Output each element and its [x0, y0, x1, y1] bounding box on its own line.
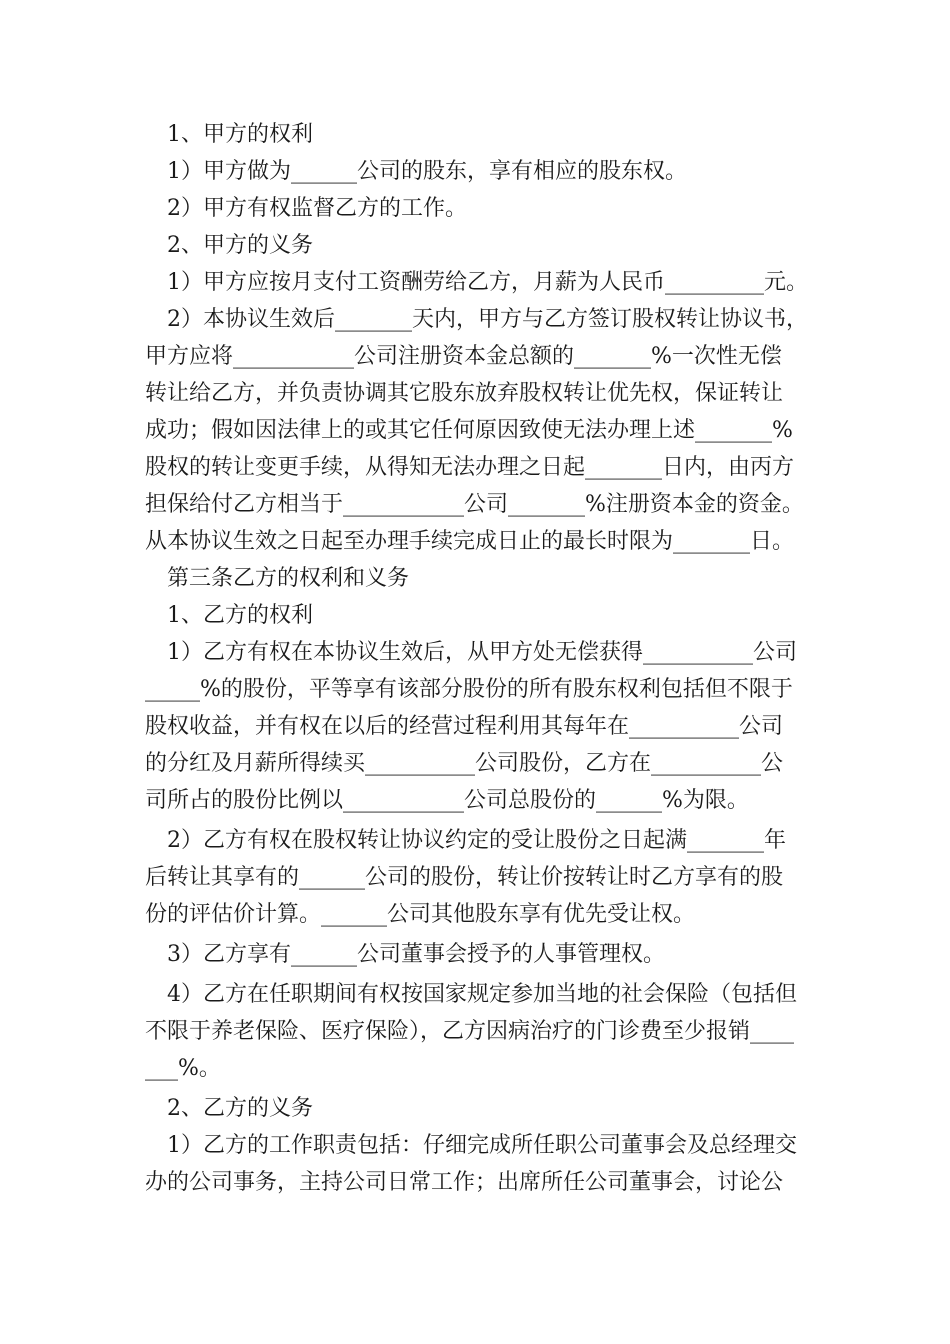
paragraph-line: 股权的转让变更手续，从得知无法办理之日起_______日内，由丙方	[145, 455, 795, 480]
paragraph-line: 转让给乙方，并负责协调其它股东放弃股权转让优先权，保证转让	[145, 381, 784, 406]
paragraph-line: 3）乙方享有______公司董事会授予的人事管理权。	[167, 942, 665, 967]
paragraph-line: 不限于养老保险、医疗保险），乙方因病治疗的门诊费至少报销____	[145, 1019, 795, 1044]
paragraph-line: 司所占的股份比例以___________公司总股份的______%为限。	[145, 788, 749, 813]
paragraph-line: 甲方应将___________公司注册资本金总额的_______%一次性无偿	[145, 344, 782, 369]
heading-party-a-obligations: 2、甲方的义务	[167, 233, 313, 258]
heading-party-a-rights: 1、甲方的权利	[167, 122, 313, 147]
document-page	[145, 116, 810, 1201]
paragraph-line: 从本协议生效之日起至办理手续完成日止的最长时限为_______日。	[145, 529, 795, 554]
paragraph-line: 1）甲方应按月支付工资酬劳给乙方，月薪为人民币_________元。	[167, 270, 808, 295]
paragraph-line: 1）乙方的工作职责包括：仔细完成所任职公司董事会及总经理交	[167, 1133, 797, 1158]
paragraph-line: 2）甲方有权监督乙方的工作。	[167, 196, 467, 221]
paragraph-line: 后转让其享有的______公司的股份，转让价按转让时乙方享有的股	[145, 865, 784, 890]
paragraph-line: ___%。	[145, 1056, 221, 1081]
paragraph-line: 2）本协议生效后_______天内，甲方与乙方签订股权转让协议书，	[167, 307, 808, 332]
paragraph-line: 股权收益，并有权在以后的经营过程利用其每年在__________公司	[145, 714, 784, 739]
paragraph-line: 1）甲方做为______公司的股东，享有相应的股东权。	[167, 159, 687, 184]
heading-party-b-obligations: 2、乙方的义务	[167, 1096, 313, 1121]
paragraph-line: 2）乙方有权在股权转让协议约定的受让股份之日起满_______年	[167, 828, 786, 853]
paragraph-line: 成功；假如因法律上的或其它任何原因致使无法办理上述_______%	[145, 418, 793, 443]
paragraph-line: 份的评估价计算。______公司其他股东享有优先受让权。	[145, 902, 696, 927]
paragraph-line: 的分红及月薪所得续买__________公司股份，乙方在__________公	[145, 751, 784, 776]
paragraph-line: 1）乙方有权在本协议生效后，从甲方处无偿获得__________公司	[167, 640, 797, 665]
paragraph-line: 担保给付乙方相当于___________公司_______%注册资本金的资金。	[145, 492, 804, 517]
heading-party-b-rights: 1、乙方的权利	[167, 603, 313, 628]
paragraph-line: 4）乙方在任职期间有权按国家规定参加当地的社会保险（包括但	[167, 982, 797, 1007]
paragraph-line: 办的公司事务，主持公司日常工作；出席所任公司董事会，讨论公	[145, 1170, 784, 1195]
heading-article-three: 第三条乙方的权利和义务	[167, 566, 410, 591]
paragraph-line: _____%的股份，平等享有该部分股份的所有股东权利包括但不限于	[145, 677, 793, 702]
